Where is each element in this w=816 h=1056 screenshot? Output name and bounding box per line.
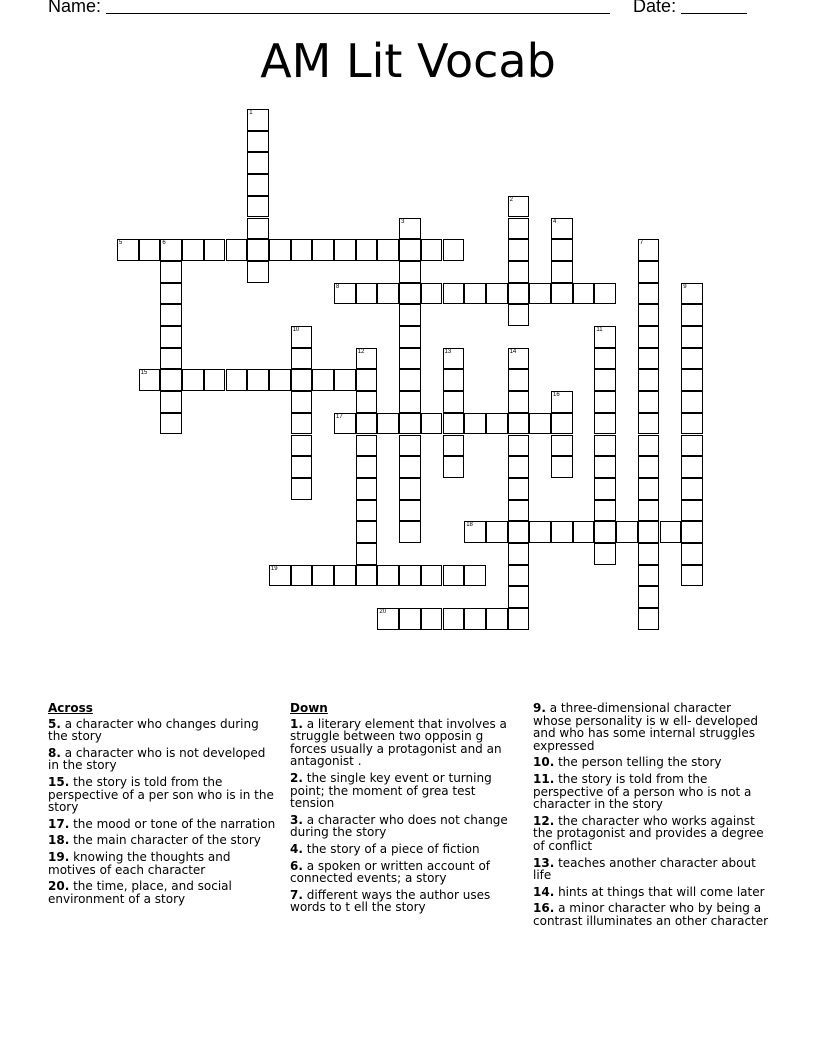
grid-cell[interactable] [443,413,465,435]
grid-cell[interactable] [312,565,334,587]
grid-cell[interactable] [551,435,573,457]
clue-text: a spoken or written account of connected events; a story [290,858,491,886]
down-clues [290,702,522,918]
grid-cell[interactable] [508,586,530,608]
grid-cell[interactable] [508,218,530,240]
grid-cell[interactable] [356,500,378,522]
grid-cell[interactable] [160,326,182,348]
clue-text: the single key event or turning point; the moment of grea test tension [290,770,492,811]
clue-text: a character who changes during the story [48,716,259,744]
grid-cell[interactable] [681,413,703,435]
clue-item [533,773,769,811]
grid-cell[interactable] [551,239,573,261]
clue-number: 8 [336,283,340,290]
clue-number-label: 13. [533,855,555,870]
grid-cell[interactable] [508,500,530,522]
grid-cell[interactable] [638,261,660,283]
clue-item [290,814,522,839]
clue-item [290,718,522,768]
clue-number-label: 1. [290,716,303,731]
grid-cell[interactable] [616,521,638,543]
grid-cell[interactable] [421,608,443,630]
grid-cell[interactable] [443,435,465,457]
grid-cell[interactable] [443,456,465,478]
clue-number: 3 [401,218,405,225]
grid-cell[interactable] [247,261,269,283]
clue-item [48,718,276,743]
grid-cell[interactable] [356,565,378,587]
clue-number: 10 [292,327,300,333]
grid-cell[interactable] [291,369,313,391]
clue-number-label: 8. [48,745,61,760]
grid-cell[interactable] [443,391,465,413]
grid-cell[interactable] [421,239,443,261]
clue-number-label: 17. [48,816,70,831]
grid-cell[interactable] [443,239,465,261]
clue-number: 17 [336,413,343,420]
grid-cell[interactable] [681,456,703,478]
grid-cell[interactable] [226,239,248,261]
grid-cell[interactable] [551,521,573,543]
grid-cell[interactable] [594,543,616,565]
grid-cell[interactable] [594,326,616,348]
grid-cell[interactable] [486,283,508,305]
grid-cell[interactable] [681,348,703,370]
grid-cell[interactable] [399,500,421,522]
grid-cell[interactable] [594,369,616,391]
grid-cell[interactable] [139,369,161,391]
grid-cell[interactable] [486,608,508,630]
grid-cell[interactable] [638,521,660,543]
grid-cell[interactable] [421,565,443,587]
grid-cell[interactable] [681,435,703,457]
grid-cell[interactable] [551,413,573,435]
grid-cell[interactable] [160,391,182,413]
grid-cell[interactable] [291,478,313,500]
grid-cell[interactable] [551,261,573,283]
grid-cell[interactable] [508,283,530,305]
grid-cell[interactable] [399,521,421,543]
clue-item [290,772,522,810]
grid-cell[interactable] [356,283,378,305]
clue-item [48,851,276,876]
clue-number-label: 19. [48,849,70,864]
grid-cell[interactable] [638,478,660,500]
grid-cell[interactable] [117,239,139,261]
clue-number-label: 11. [533,771,555,786]
grid-cell[interactable] [508,261,530,283]
grid-cell[interactable] [681,326,703,348]
grid-cell[interactable] [160,261,182,283]
grid-cell[interactable] [399,478,421,500]
grid-cell[interactable] [247,239,269,261]
clue-text: a character who does not change during the story [290,812,508,840]
grid-cell[interactable] [160,239,182,261]
grid-cell[interactable] [399,608,421,630]
date-label: Date: [633,0,677,16]
grid-cell[interactable] [421,283,443,305]
grid-cell[interactable] [638,565,660,587]
grid-cell[interactable] [594,456,616,478]
grid-cell[interactable] [508,239,530,261]
grid-cell[interactable] [356,543,378,565]
grid-cell[interactable] [638,239,660,261]
grid-cell[interactable] [681,391,703,413]
clue-number: 18 [466,522,473,529]
grid-cell[interactable] [638,456,660,478]
grid-cell[interactable] [160,369,182,391]
grid-cell[interactable] [508,543,530,565]
grid-cell[interactable] [399,326,421,348]
clue-number: 6 [162,240,166,247]
clue-text: teaches another character about life [533,855,756,883]
grid-cell[interactable] [594,478,616,500]
grid-cell[interactable] [399,304,421,326]
grid-cell[interactable] [638,326,660,348]
clue-number: 11 [596,327,603,333]
grid-cell[interactable] [681,304,703,326]
grid-cell[interactable] [464,565,486,587]
grid-cell[interactable] [464,283,486,305]
clue-number-label: 7. [290,887,303,902]
grid-cell[interactable] [160,348,182,370]
across-clues [48,702,276,909]
clue-number-label: 6. [290,858,303,873]
grid-cell[interactable] [160,304,182,326]
clue-number: 5 [119,240,123,247]
grid-cell[interactable] [638,435,660,457]
grid-cell[interactable] [508,565,530,587]
grid-cell[interactable] [464,608,486,630]
grid-cell[interactable] [247,196,269,218]
grid-cell[interactable] [529,283,551,305]
clue-item [48,747,276,772]
clue-item [533,902,769,927]
grid-cell[interactable] [508,478,530,500]
grid-cell[interactable] [638,369,660,391]
grid-cell[interactable] [247,218,269,240]
grid-cell[interactable] [139,239,161,261]
grid-cell[interactable] [399,218,421,240]
grid-cell[interactable] [334,239,356,261]
grid-cell[interactable] [334,413,356,435]
grid-cell[interactable] [508,304,530,326]
clue-item [290,889,522,914]
grid-cell[interactable] [247,174,269,196]
grid-cell[interactable] [681,500,703,522]
clue-item [48,880,276,905]
grid-cell[interactable] [182,369,204,391]
grid-cell[interactable] [551,283,573,305]
grid-cell[interactable] [160,283,182,305]
grid-cell[interactable] [269,565,291,587]
grid-cell[interactable] [399,565,421,587]
clue-number: 16 [553,392,560,399]
grid-cell[interactable] [443,348,465,370]
grid-cell[interactable] [508,608,530,630]
clue-number-label: 18. [48,833,70,848]
clue-text: hints at things that will come later [554,884,765,899]
grid-cell[interactable] [291,565,313,587]
clue-text: a character who is not developed in the story [48,745,266,773]
grid-cell[interactable] [573,521,595,543]
clue-text: a three-dimensional character whose personality is w ell- developed and who has some internal struggles expressed [533,701,758,753]
clue-number-label: 3. [290,812,303,827]
grid-cell[interactable] [247,109,269,131]
across-heading: Across [48,701,93,715]
name-label: Name: [48,0,102,16]
clue-item [533,815,769,853]
grid-cell[interactable] [594,413,616,435]
grid-cell[interactable] [508,391,530,413]
grid-cell[interactable] [399,391,421,413]
grid-cell[interactable] [399,435,421,457]
clue-number: 15 [140,370,148,377]
grid-cell[interactable] [638,608,660,630]
clue-text: a literary element that involves a struggle between two opposin g forces usually a protagonist and an antagonist . [290,716,507,769]
grid-cell[interactable] [399,261,421,283]
grid-cell[interactable] [377,413,399,435]
grid-cell[interactable] [356,435,378,457]
grid-cell[interactable] [508,456,530,478]
grid-cell[interactable] [681,478,703,500]
grid-cell[interactable] [291,326,313,348]
clue-number: 20 [379,609,387,616]
grid-cell[interactable] [291,348,313,370]
grid-cell[interactable] [508,413,530,435]
clue-number-label: 12. [533,813,555,828]
grid-cell[interactable] [291,391,313,413]
clue-number-label: 10. [533,755,555,770]
grid-cell[interactable] [508,348,530,370]
grid-cell[interactable] [443,565,465,587]
grid-cell[interactable] [638,348,660,370]
grid-cell[interactable] [269,239,291,261]
grid-cell[interactable] [399,348,421,370]
grid-cell[interactable] [486,521,508,543]
grid-cell[interactable] [681,521,703,543]
clue-text: the story is told from the perspective of a per son who is in the story [48,774,274,815]
grid-cell[interactable] [638,500,660,522]
grid-cell[interactable] [508,369,530,391]
grid-cell[interactable] [421,413,443,435]
grid-cell[interactable] [399,413,421,435]
clue-item [290,860,522,885]
grid-cell[interactable] [204,369,226,391]
grid-cell[interactable] [638,413,660,435]
grid-cell[interactable] [356,456,378,478]
grid-cell[interactable] [464,521,486,543]
grid-cell[interactable] [377,608,399,630]
clue-number: 9 [683,283,687,290]
clue-number: 7 [639,240,644,247]
grid-cell[interactable] [508,435,530,457]
grid-cell[interactable] [356,391,378,413]
grid-cell[interactable] [269,369,291,391]
clue-number-label: 20. [48,879,70,894]
clue-item [533,756,769,769]
clue-number: 1 [249,110,253,116]
grid-cell[interactable] [551,456,573,478]
grid-cell[interactable] [464,413,486,435]
clue-number-label: 16. [533,901,555,916]
grid-cell[interactable] [638,391,660,413]
grid-cell[interactable] [377,283,399,305]
grid-cell[interactable] [638,283,660,305]
grid-cell[interactable] [443,283,465,305]
clue-number-label: 4. [290,841,303,856]
grid-cell[interactable] [443,369,465,391]
grid-cell[interactable] [529,521,551,543]
clue-text: the character who works against the protagonist and provides a degree of conflict [533,813,764,853]
grid-cell[interactable] [508,196,530,218]
clue-number-label: 2. [290,770,303,785]
grid-cell[interactable] [638,543,660,565]
grid-cell[interactable] [247,369,269,391]
grid-cell[interactable] [291,456,313,478]
grid-cell[interactable] [377,565,399,587]
clue-number: 12 [357,348,365,355]
clue-item [533,857,769,882]
grid-cell[interactable] [334,369,356,391]
grid-cell[interactable] [356,369,378,391]
grid-cell[interactable] [681,565,703,587]
grid-cell[interactable] [356,478,378,500]
clue-number-label: 14. [533,884,555,899]
clue-number: 4 [553,218,557,225]
clue-text: the story of a piece of fiction [302,841,480,856]
grid-cell[interactable] [399,239,421,261]
grid-cell[interactable] [508,521,530,543]
grid-cell[interactable] [529,413,551,435]
clue-text: the main character of the story [69,833,261,848]
grid-cell[interactable] [226,369,248,391]
grid-cell[interactable] [356,521,378,543]
grid-cell[interactable] [204,239,226,261]
clue-number: 19 [270,565,278,572]
grid-cell[interactable] [681,369,703,391]
grid-cell[interactable] [377,239,399,261]
grid-cell[interactable] [356,413,378,435]
grid-cell[interactable] [182,239,204,261]
clue-item [48,776,276,814]
grid-cell[interactable] [638,304,660,326]
grid-cell[interactable] [594,283,616,305]
grid-cell[interactable] [486,413,508,435]
grid-cell[interactable] [443,608,465,630]
grid-cell[interactable] [594,435,616,457]
grid-cell[interactable] [291,239,313,261]
clue-number-label: 15. [48,774,70,789]
page-title: AM Lit Vocab [260,34,556,88]
clue-item [48,834,276,847]
grid-cell[interactable] [399,283,421,305]
down-heading: Down [290,701,328,715]
clue-item [48,818,276,831]
grid-cell[interactable] [247,152,269,174]
clue-item [533,702,769,752]
grid-cell[interactable] [160,413,182,435]
grid-cell[interactable] [638,586,660,608]
grid-cell[interactable] [291,435,313,457]
clue-number: 2 [509,196,513,203]
grid-cell[interactable] [551,218,573,240]
clue-text: knowing the thoughts and motives of each character [48,849,231,877]
grid-cell[interactable] [594,521,616,543]
grid-cell[interactable] [312,239,334,261]
clue-text: the person telling the story [554,755,722,770]
grid-cell[interactable] [573,283,595,305]
grid-cell[interactable] [334,565,356,587]
clue-text: the time, place, and social environment of a story [48,879,232,906]
grid-cell[interactable] [356,239,378,261]
clue-number: 13 [444,348,452,355]
grid-cell[interactable] [291,413,313,435]
clue-item [533,886,769,899]
grid-cell[interactable] [681,283,703,305]
clue-text: a minor character who by being a contrast illuminates an other character [533,901,769,928]
grid-cell[interactable] [660,521,682,543]
grid-cell[interactable] [594,391,616,413]
clue-text: different ways the author uses words to t ell the story [290,887,491,915]
clue-number: 14 [509,348,517,355]
grid-cell[interactable] [594,500,616,522]
grid-cell[interactable] [551,391,573,413]
grid-cell[interactable] [247,131,269,153]
grid-cell[interactable] [399,456,421,478]
grid-cell[interactable] [594,348,616,370]
grid-cell[interactable] [312,369,334,391]
grid-cell[interactable] [681,543,703,565]
grid-cell[interactable] [399,369,421,391]
clue-text: the mood or tone of the narration [69,816,276,831]
grid-cell[interactable] [334,283,356,305]
clue-text: the story is told from the perspective of a person who is not a character in the story [533,771,752,812]
grid-cell[interactable] [356,348,378,370]
clue-number-label: 9. [533,701,546,715]
down-clues-continued [533,702,769,932]
clue-number-label: 5. [48,716,61,731]
clue-item [290,843,522,856]
